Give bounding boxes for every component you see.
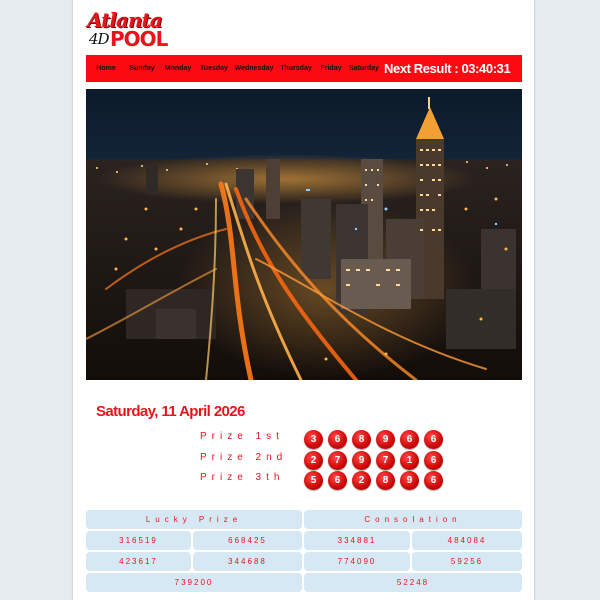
lucky-prize-header: Lucky Prize (86, 510, 302, 529)
prize-digit-ball: 9 (400, 471, 419, 490)
nav-item-home[interactable]: Home (96, 65, 116, 72)
lucky-number: 668425 (193, 531, 302, 550)
consolation-number: 484084 (412, 531, 522, 550)
prize-digit-ball: 6 (424, 430, 443, 449)
prize-digit-ball: 7 (376, 451, 395, 470)
draw-date: Saturday, 11 April 2026 (96, 403, 245, 420)
logo-text-pool: POOL (110, 27, 168, 51)
prize-digit-ball: 5 (304, 471, 323, 490)
prize-row (200, 451, 460, 469)
prize-digit-ball: 6 (424, 451, 443, 470)
next-result-countdown: Next Result : 03:40:31 (384, 61, 511, 76)
logo-text-4d: 4D (89, 30, 109, 48)
consolation-number: 52248 (304, 573, 522, 592)
consolation-number: 59256 (412, 552, 522, 571)
nav-item-tuesday[interactable]: Tuesday (200, 65, 228, 72)
city-night-illustration (86, 89, 522, 380)
prize-label: Prize 3th (200, 472, 285, 483)
main-nav (86, 55, 522, 82)
nav-item-friday[interactable]: Friday (320, 65, 342, 72)
prize-digit-ball: 6 (328, 471, 347, 490)
prize-digit-ball: 8 (376, 471, 395, 490)
lucky-number: 344688 (193, 552, 302, 571)
consolation-number: 774090 (304, 552, 410, 571)
prize-row (200, 430, 460, 448)
prize-digit-ball: 9 (376, 430, 395, 449)
nav-item-monday[interactable]: Monday (164, 65, 192, 72)
site-logo[interactable] (87, 8, 168, 51)
prize-label: Prize 2nd (200, 452, 288, 463)
prize-digit-ball: 1 (400, 451, 419, 470)
hero-city-image (86, 89, 522, 380)
prize-digit-ball: 9 (352, 451, 371, 470)
prize-digit-ball: 3 (304, 430, 323, 449)
nav-item-wednesday[interactable]: Wednesday (234, 65, 274, 72)
prize-digit-ball: 7 (328, 451, 347, 470)
consolation-header: Consolation (304, 510, 522, 529)
prize-digit-ball: 8 (352, 430, 371, 449)
consolation-number: 334881 (304, 531, 410, 550)
prize-digit-ball: 6 (328, 430, 347, 449)
prize-label: Prize 1st (200, 431, 284, 442)
logo-text-atlanta: Atlanta (87, 8, 162, 32)
lucky-number: 739200 (86, 573, 302, 592)
prize-digit-ball: 2 (304, 451, 323, 470)
prize-row (200, 471, 460, 489)
nav-item-thursday[interactable]: Thursday (280, 65, 312, 72)
lucky-number: 316519 (86, 531, 191, 550)
lucky-number: 423617 (86, 552, 191, 571)
nav-item-sunday[interactable]: Sunday (129, 65, 155, 72)
prize-digit-ball: 6 (424, 471, 443, 490)
prize-digit-ball: 6 (400, 430, 419, 449)
nav-item-saturday[interactable]: Saturday (349, 65, 379, 72)
prize-digit-ball: 2 (352, 471, 371, 490)
